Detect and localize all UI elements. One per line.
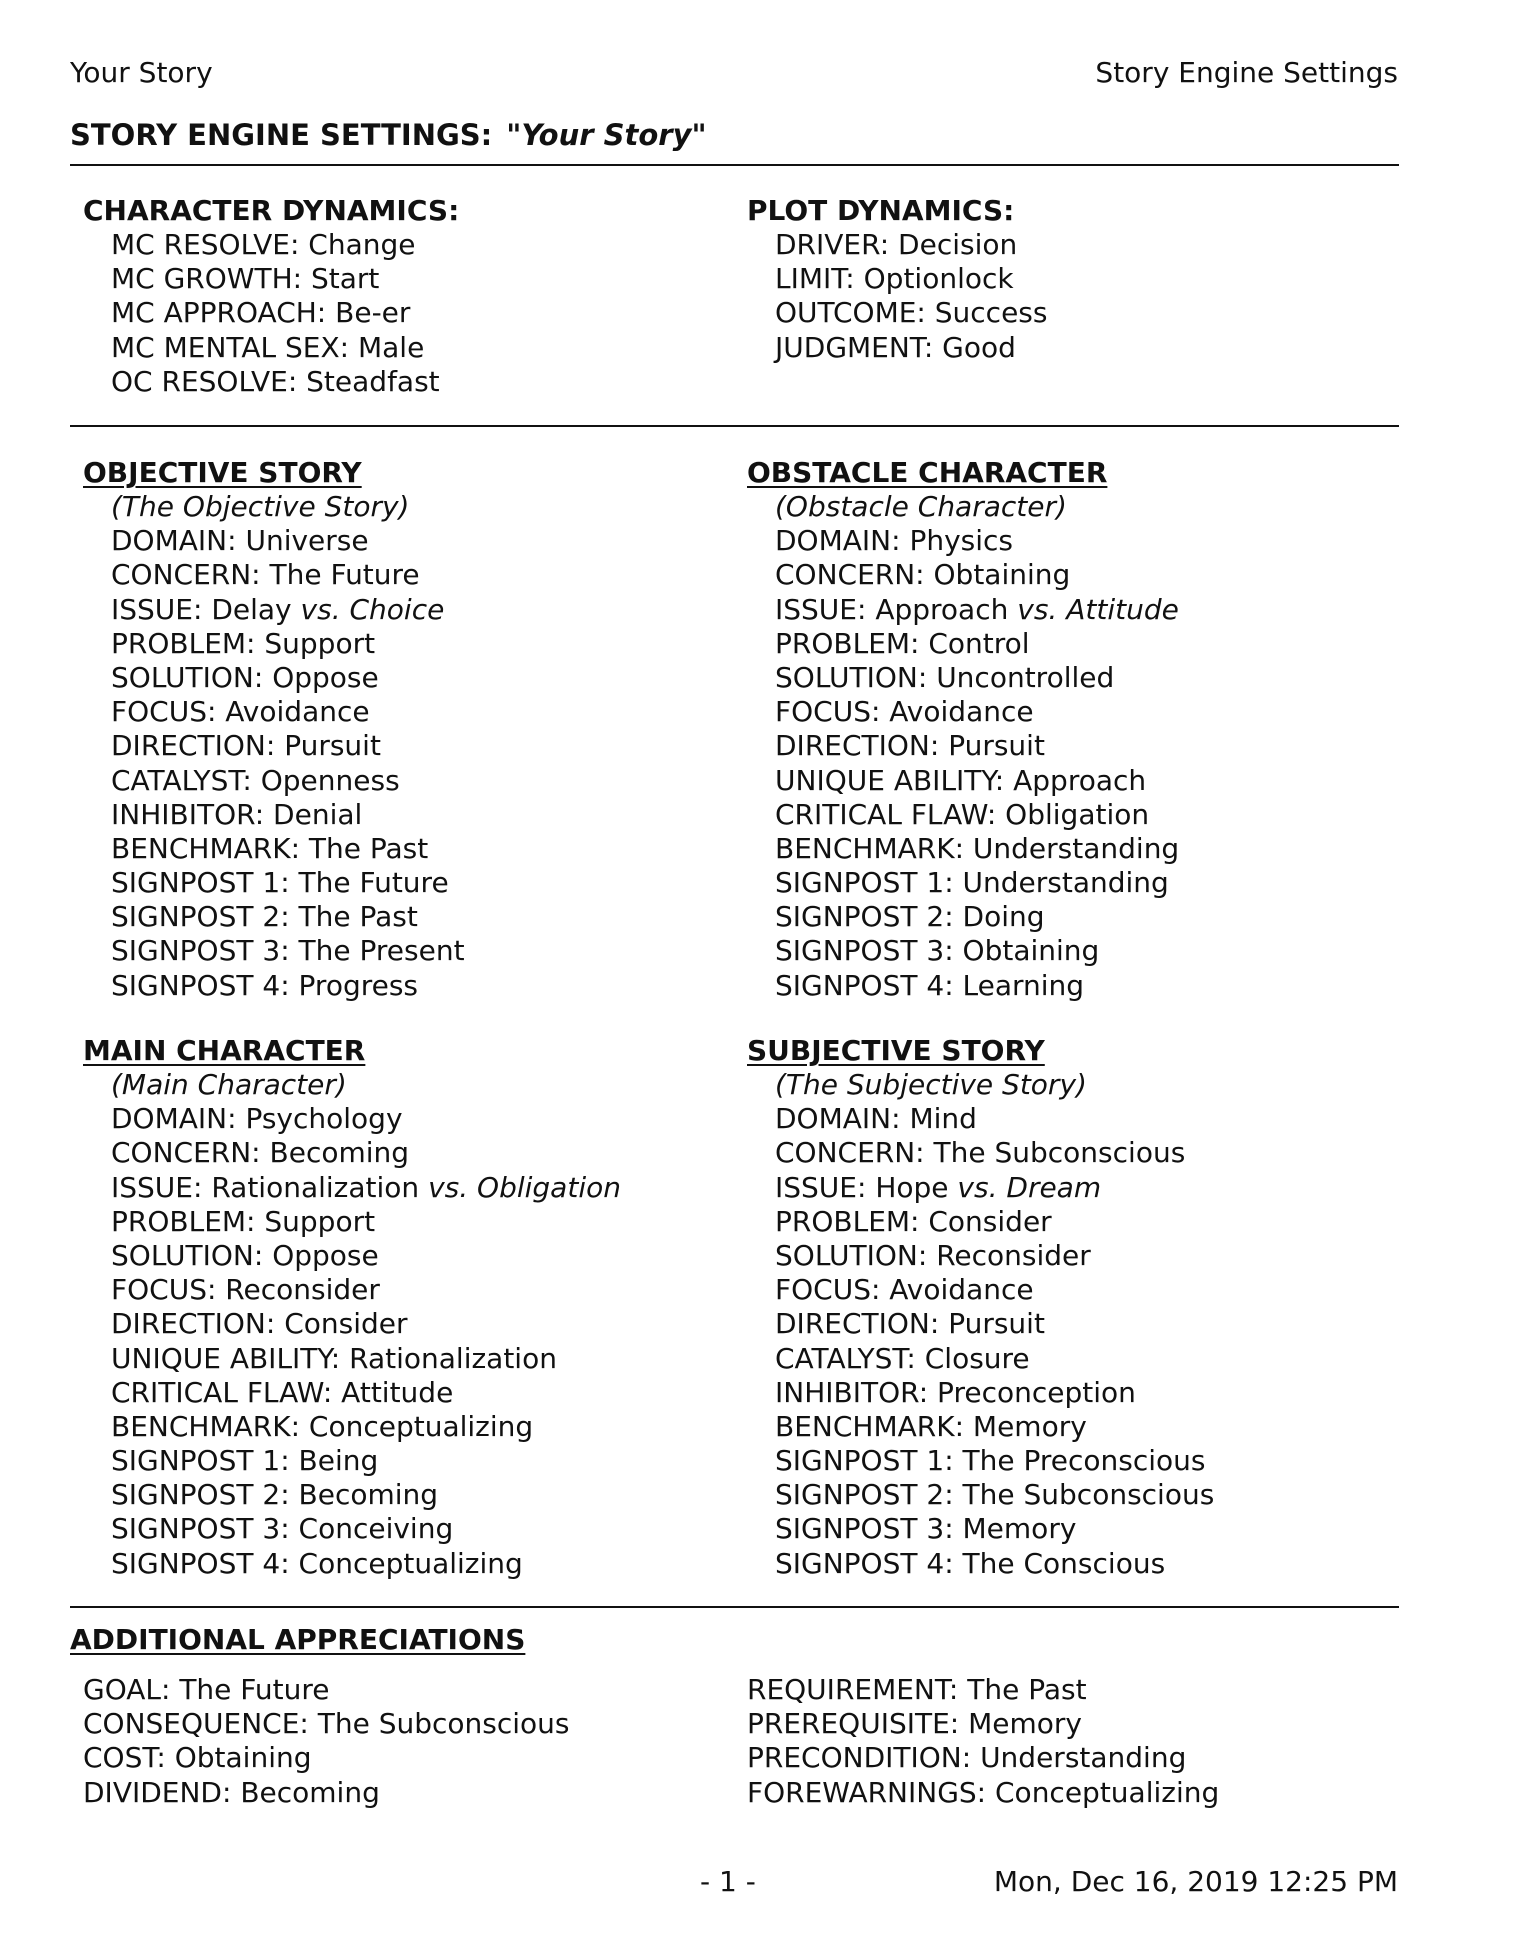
list-item: MC MENTAL SEX: Male	[111, 330, 425, 364]
page-number: - 1 -	[700, 1865, 756, 1898]
list-item: PREREQUISITE: Memory	[747, 1707, 1083, 1741]
list-item: GOAL: The Future	[83, 1673, 330, 1706]
list-item: PROBLEM: Consider	[775, 1204, 1052, 1238]
list-item: PRECONDITION: Understanding	[747, 1741, 1187, 1775]
additional-appreciations-left-list	[83, 1673, 570, 1810]
objective-story-list	[111, 490, 465, 1003]
list-item: CONCERN: The Subconscious	[775, 1136, 1186, 1170]
issue-counterpoint: vs. Choice	[300, 592, 445, 626]
list-item: CONSEQUENCE: The Subconscious	[83, 1707, 570, 1741]
subjective-story-heading: SUBJECTIVE STORY	[747, 1034, 1045, 1067]
list-item: SIGNPOST 2: The Past	[111, 900, 418, 934]
issue-label: ISSUE: Hope	[775, 1170, 949, 1204]
list-item: SOLUTION: Uncontrolled	[775, 660, 1115, 694]
list-item: CATALYST: Closure	[775, 1341, 1030, 1375]
section-subtitle: (Obstacle Character)	[775, 490, 1067, 523]
issue-label: ISSUE: Rationalization	[111, 1170, 420, 1204]
list-item: SOLUTION: Oppose	[111, 1238, 379, 1272]
issue-item	[775, 593, 1179, 627]
issue-label: ISSUE: Delay	[111, 592, 292, 626]
obstacle-character-list	[775, 490, 1179, 1003]
list-item: CONCERN: Becoming	[111, 1136, 410, 1170]
list-item: PROBLEM: Support	[111, 1204, 376, 1238]
list-item: CATALYST: Openness	[111, 763, 400, 797]
issue-counterpoint: vs. Obligation	[428, 1170, 621, 1204]
list-item: SIGNPOST 3: Memory	[775, 1512, 1077, 1546]
list-item: MC GROWTH: Start	[111, 262, 380, 296]
list-item: DIVIDEND: Becoming	[83, 1775, 380, 1809]
list-item: FOREWARNINGS: Conceptualizing	[747, 1775, 1220, 1809]
list-item: BENCHMARK: Conceptualizing	[111, 1409, 534, 1443]
list-item: FOCUS: Avoidance	[775, 695, 1034, 729]
header-story-name: Your Story	[70, 56, 213, 89]
plot-dynamics-heading: PLOT DYNAMICS:	[747, 194, 1015, 227]
issue-item	[775, 1171, 1214, 1205]
list-item: CONCERN: The Future	[111, 558, 420, 592]
section-subtitle: (The Objective Story)	[111, 490, 410, 523]
list-item: BENCHMARK: Understanding	[775, 831, 1180, 865]
list-item: FOCUS: Reconsider	[111, 1273, 380, 1307]
list-item: SIGNPOST 3: Obtaining	[775, 934, 1100, 968]
divider-top	[70, 164, 1399, 166]
page-title-story-name: "Your Story"	[506, 118, 707, 152]
list-item: DRIVER: Decision	[775, 228, 1018, 261]
divider-dynamics	[70, 425, 1399, 427]
page-title-label: STORY ENGINE SETTINGS:	[70, 118, 493, 152]
list-item: DOMAIN: Physics	[775, 524, 1013, 558]
list-item: SIGNPOST 1: Understanding	[775, 866, 1169, 900]
list-item: PROBLEM: Support	[111, 626, 376, 660]
subjective-story-list	[775, 1068, 1214, 1581]
list-item: BENCHMARK: The Past	[111, 831, 429, 865]
list-item: SIGNPOST 1: The Preconscious	[775, 1444, 1206, 1478]
issue-label: ISSUE: Approach	[775, 592, 1009, 626]
list-item: SIGNPOST 3: The Present	[111, 934, 465, 968]
additional-appreciations-heading: ADDITIONAL APPRECIATIONS	[70, 1623, 526, 1656]
list-item: SIGNPOST 4: Conceptualizing	[111, 1546, 523, 1580]
list-item: INHIBITOR: Preconception	[775, 1375, 1136, 1409]
obstacle-character-heading: OBSTACLE CHARACTER	[747, 456, 1108, 489]
list-item: SIGNPOST 1: Being	[111, 1444, 379, 1478]
print-datetime: Mon, Dec 16, 2019 12:25 PM	[993, 1865, 1398, 1898]
list-item: MC APPROACH: Be-er	[111, 296, 411, 330]
list-item: SIGNPOST 2: Becoming	[111, 1478, 439, 1512]
list-item: MC RESOLVE: Change	[111, 228, 416, 261]
list-item: DIRECTION: Pursuit	[775, 729, 1045, 763]
list-item: INHIBITOR: Denial	[111, 797, 363, 831]
list-item: SIGNPOST 2: Doing	[775, 900, 1045, 934]
list-item: CRITICAL FLAW: Attitude	[111, 1375, 454, 1409]
list-item: SOLUTION: Reconsider	[775, 1238, 1091, 1272]
section-subtitle: (Main Character)	[111, 1068, 347, 1101]
list-item: DOMAIN: Mind	[775, 1102, 977, 1136]
character-dynamics-heading: CHARACTER DYNAMICS:	[83, 194, 460, 227]
additional-appreciations-right-list	[747, 1673, 1219, 1810]
page-title	[70, 118, 707, 152]
list-item: DIRECTION: Pursuit	[775, 1307, 1045, 1341]
list-item: COST: Obtaining	[83, 1741, 312, 1775]
list-item: FOCUS: Avoidance	[775, 1273, 1034, 1307]
character-dynamics-list	[111, 228, 440, 399]
list-item: PROBLEM: Control	[775, 626, 1030, 660]
header-document-title: Story Engine Settings	[1095, 56, 1398, 89]
list-item: SIGNPOST 4: The Conscious	[775, 1546, 1166, 1580]
plot-dynamics-list	[775, 228, 1047, 365]
list-item: OUTCOME: Success	[775, 296, 1048, 330]
objective-story-heading: OBJECTIVE STORY	[83, 456, 362, 489]
list-item: SIGNPOST 4: Learning	[775, 968, 1085, 1002]
issue-counterpoint: vs. Dream	[957, 1170, 1102, 1204]
list-item: LIMIT: Optionlock	[775, 262, 1014, 296]
list-item: UNIQUE ABILITY: Approach	[775, 763, 1147, 797]
main-character-list	[111, 1068, 621, 1581]
list-item: SIGNPOST 2: The Subconscious	[775, 1478, 1215, 1512]
main-character-heading: MAIN CHARACTER	[83, 1034, 366, 1067]
list-item: OC RESOLVE: Steadfast	[111, 364, 440, 398]
issue-item	[111, 1171, 621, 1205]
list-item: JUDGMENT: Good	[775, 330, 1016, 364]
list-item: SIGNPOST 4: Progress	[111, 968, 419, 1002]
list-item: UNIQUE ABILITY: Rationalization	[111, 1341, 557, 1375]
list-item: CONCERN: Obtaining	[775, 558, 1071, 592]
list-item: DOMAIN: Psychology	[111, 1102, 403, 1136]
list-item: SIGNPOST 1: The Future	[111, 866, 449, 900]
list-item: SOLUTION: Oppose	[111, 660, 379, 694]
issue-counterpoint: vs. Attitude	[1017, 592, 1179, 626]
list-item: REQUIREMENT: The Past	[747, 1673, 1087, 1706]
section-subtitle: (The Subjective Story)	[775, 1068, 1087, 1101]
divider-additional	[70, 1606, 1399, 1608]
list-item: SIGNPOST 3: Conceiving	[111, 1512, 454, 1546]
list-item: FOCUS: Avoidance	[111, 695, 370, 729]
list-item: CRITICAL FLAW: Obligation	[775, 797, 1150, 831]
list-item: DIRECTION: Pursuit	[111, 729, 381, 763]
list-item: DOMAIN: Universe	[111, 524, 369, 558]
issue-item	[111, 593, 465, 627]
list-item: BENCHMARK: Memory	[775, 1409, 1087, 1443]
list-item: DIRECTION: Consider	[111, 1307, 408, 1341]
